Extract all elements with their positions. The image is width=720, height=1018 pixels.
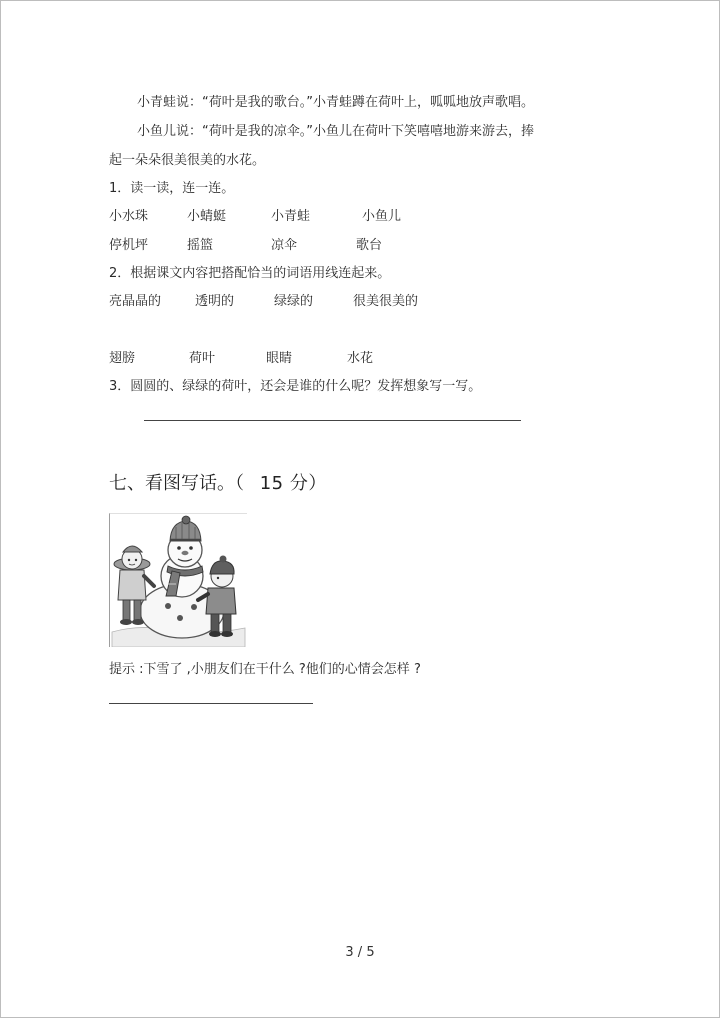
q2-bottom-word-2[interactable]: 荷叶 — [189, 351, 216, 366]
q1-top-word-3[interactable]: 小青蛙 — [271, 209, 311, 224]
passage-line-1: 小青蛙说：“荷叶是我的歌台。”小青蛙蹲在荷叶上，呱呱地放声歌唱。 — [137, 95, 534, 110]
snowman-picture — [109, 513, 247, 647]
q1-bottom-word-1[interactable]: 停机坪 — [109, 238, 149, 253]
q1-prompt: 1．读一读，连一连。 — [109, 181, 235, 196]
q2-top-word-1[interactable]: 亮晶晶的 — [109, 294, 162, 309]
q1-bottom-word-2[interactable]: 摇篮 — [187, 238, 214, 253]
writing-hint: 提示 :下雪了 ,小朋友们在干什么 ?他们的心情会怎样 ? — [109, 662, 421, 677]
passage-line-2: 小鱼儿说：“荷叶是我的凉伞。”小鱼儿在荷叶下笑嘻嘻地游来游去，捧 — [137, 124, 534, 139]
writing-answer-line[interactable] — [109, 703, 313, 704]
q2-bottom-word-3[interactable]: 眼睛 — [266, 351, 293, 366]
passage-line-3: 起一朵朵很美很美的水花。 — [109, 153, 266, 168]
q2-bottom-word-4[interactable]: 水花 — [347, 351, 374, 366]
q1-top-word-4[interactable]: 小鱼儿 — [362, 209, 402, 224]
q1-bottom-word-4[interactable]: 歌台 — [356, 238, 383, 253]
q3-prompt: 3．圆圆的、绿绿的荷叶，还会是谁的什么呢？发挥想象写一写。 — [109, 379, 482, 394]
q2-top-word-3[interactable]: 绿绿的 — [274, 294, 314, 309]
q2-top-word-2[interactable]: 透明的 — [195, 294, 235, 309]
q2-bottom-word-1[interactable]: 翅膀 — [109, 351, 136, 366]
section-7-points: 15 分） — [259, 473, 327, 494]
q2-prompt: 2．根据课文内容把搭配恰当的词语用线连起来。 — [109, 266, 391, 281]
page-number: 3 / 5 — [345, 945, 375, 960]
q2-top-word-4[interactable]: 很美很美的 — [353, 294, 419, 309]
q1-top-word-2[interactable]: 小蜻蜓 — [187, 209, 227, 224]
q3-answer-line[interactable] — [144, 420, 521, 421]
section-7-title — [109, 473, 327, 495]
q1-top-word-1[interactable]: 小水珠 — [109, 209, 149, 224]
q1-bottom-word-3[interactable]: 凉伞 — [271, 238, 298, 253]
section-7-title-text: 七、看图写话。（ — [109, 473, 244, 494]
snowman-children-illustration — [110, 514, 247, 647]
